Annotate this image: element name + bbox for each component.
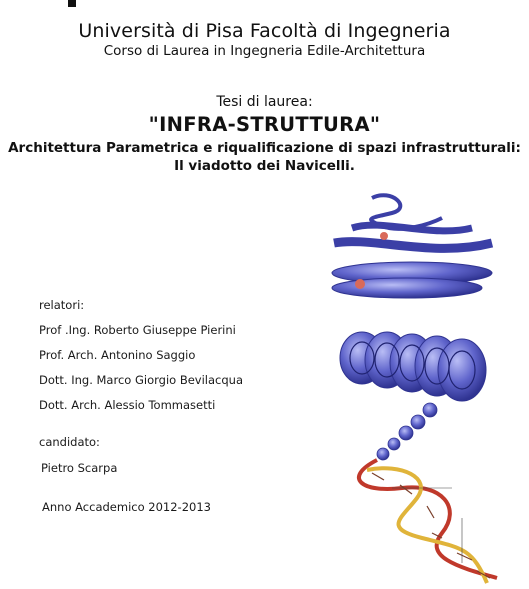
thesis-subtitle-line1: Architettura Parametrica e riqualificazione di spazi infrastrutturali: [8,140,521,156]
relatori-label: relatori: [39,298,85,312]
helix-dimension-lines [392,488,462,563]
relatore-item: Prof .Ing. Roberto Giuseppe Pierini [39,323,236,337]
course-heading: Corso di Laurea in Ingegneria Edile-Architettura [103,43,426,59]
candidato-name: Pietro Scarpa [41,461,118,475]
dna-chromatin-illustration [322,188,502,588]
thesis-title: "INFRA-STRUTTURA" [148,113,381,136]
chromatin-fiber-top [334,195,492,248]
nucleosome-string [377,403,437,460]
candidato-label: candidato: [39,435,100,449]
thesis-subtitle-line2: Il viadotto dei Navicelli. [174,158,355,174]
relatore-item: Dott. Ing. Marco Giorgio Bevilacqua [39,373,243,387]
chromatin-coil-middle [332,262,492,298]
relatore-item: Dott. Arch. Alessio Tommasetti [39,398,216,412]
thesis-label: Tesi di laurea: [216,94,313,110]
corner-mark [68,0,76,7]
chromatin-marker [380,232,388,240]
relatore-item: Prof. Arch. Antonino Saggio [39,348,196,362]
double-helix [359,460,497,583]
academic-year: Anno Accademico 2012-2013 [42,500,211,514]
chromatin-marker [355,279,365,289]
university-heading: Università di Pisa Facoltà di Ingegneria [78,20,451,42]
